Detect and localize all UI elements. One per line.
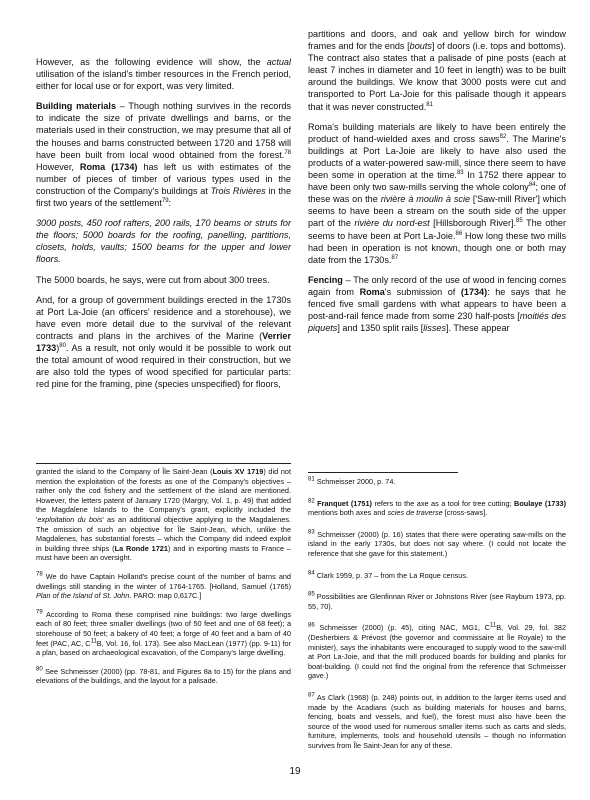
footnote-ref-82[interactable]: 82 [499,133,507,140]
paragraph-intro: However, as the following evidence will show, the actual utilisation of the island's timber resources in the French period, either for local use or for export, was very limited. [36,57,291,92]
paragraph-building-materials: Building materials – Though nothing survives in the records to indicate the size of private dwellings and barns, or the materials used in their construction, we may presume that all of the houses and barns constructed between 1720 and 1758 will have been built from local wood obtained from the forest.$^{78}$ However, Roma (1734) has left us with estimates of the number of pieces of timber of various types used in the construction of the Company's buildings at Trois Rivières in the first two years of the settlement$^{79}$: [36,101,291,209]
footnote-82: $^{82}$ Franquet (1751) refers to the axe as a tool for tree cutting; Boulaye (1733) mentions both axes and scies de traverse [cross-saws]. [308,498,567,518]
paragraph-boards: The 5000 boards, he says, were cut from about 300 trees. [36,274,270,285]
footnote-ref-86[interactable]: 86 [455,230,463,237]
footnote-87: $^{87}$ As Clark (1968) (p. 248) points out, in addition to the larger items used and made by the Acadians (such as building materials for houses and barns, fencing, boats and vessels, and fuel), the forest must also have been the source of the wood used for numerous smaller items such as carts and sleds, furniture, implements, tools and household utensils – though no information survives from Île Saint-Jean for any of these. [308,692,566,750]
paragraph-fencing: Fencing – The only record of the use of wood in fencing comes again from Roma's submission of (1734): he says that he fenced five small gardens with what appears to have been a post-and-rail fence made from some 230 half-posts [moitiés des piquets] and 1350 split rails [lisses]. These appear [308,274,567,334]
right-column [308,28,566,342]
footnote-continued: granted the island to the Company of Île Saint-Jean (Louis XV 1719) did not mention the exploitation of the forests as one of the Company's objectives – rather only the cod fishery and the settlement of the island are mentioned. However, the letters patent of January 1720 (Margry, Vol. 1, p. 49) that added the Magdalene Islands to the Company's grant, explicitly included the 'exploitation du bois' as an additional objective applying to the Magdalenes. The omission of such an objective for Île Saint-Jean, which, unlike the Magdalenes, has substantial forests – which the Company did indeed exploit in building three ships (La Ronde 1721) and in exporting masts to France – must have been an oversight. [36,467,291,563]
footnote-ref-84[interactable]: 84 [528,182,536,189]
footnote-85: $^{85}$ Possibilities are Glenfinnan River or Johnstons River (see Rayburn 1973, pp. 55, 70). [308,591,566,611]
footnote-79: $^{79}$ According to Roma these comprised nine buildings: two large dwellings each of 80 feet; three smaller dwellings (two of 50 feet and one of 68 feet); a storehouse of 50 feet; a bakery of 40 feet; a forge of 40 feet and a barn of 40 feet (PAC, AC, $C^{11}B$, Vol. 16, fol. 173). See also MacLean (1977) (pp. 9-11) for a plan, based on archaeological excavation, of the Company's large dwelling. [36,609,292,658]
footnote-ref-79[interactable]: 79 [161,198,169,204]
footnote-80: $^{80}$ See Schmeisser (2000) (pp. 78-81, and Figures 8a to 15) for the plans and elevations of the buildings, and the layout for a palisade. [36,666,291,686]
footnote-divider [308,472,458,473]
left-column [36,56,291,398]
footnote-81: $^{81}$ Schmeisser 2000, p. 74. [308,476,396,486]
footnote-78: $^{78}$ We do have Captain Holland's precise count of the number of barns and dwellings still standing in the winter of 1764-1765. [Holland, Samuel (1765) Plan of the Island of St. John. PARO: map 0,617C.] [36,571,291,601]
right-footnotes [308,472,566,762]
footnote-ref-87[interactable]: 87 [391,254,399,261]
footnote-divider [36,463,291,464]
footnote-83: $^{83}$ Schmeisser (2000) (p. 16) states that there were operating saw-mills on the island in the early 1730s, but does not say where. (I could not locate the reference that she gave for this statement.) [308,529,566,558]
page-number: 19 [289,766,301,777]
block-quote: 3000 posts, 450 roof rafters, 200 rails, 170 beams or struts for the floors; 5000 boards for the roofing, panelling, partitions, closets, holds, vaults; 1500 beams for the upper and lower floors. [36,218,291,265]
footnote-86: $^{86}$ Schmeisser (2000) (p. 45), citing NAC, MG1, $C^{11}B$, Vol. 29, fol. 382 (Desherbiers & Prévost (the governor and commissaire at Île Royale) to the minister), says the inhabitants were encouraged to supply wood to the saw-mill at Port La-Joie, and that the mill produced boards for building and planks for boat-building. (I could not find the original from the reference that Schmeisser gave.) [308,622,566,681]
footnote-ref-83[interactable]: 83 [456,170,464,176]
footnote-ref-85[interactable]: 85 [516,218,523,225]
paragraph-palisade: partitions and doors, and oak and yellow birch for window frames and for the ends [bouts] of doors (i.e. tops and bottoms). The contract also states that a palisade of pine posts (each at least 7 inches in diameter and 10 feet in length) was to be built around the buildings. We know that 3000 posts were cut and transported to Port La-Joie for this palisade though it appears that it was never constructed.$^{81}$ [308,29,566,112]
footnote-ref-80[interactable]: 80 [59,342,66,349]
footnote-ref-78[interactable]: 78 [284,149,291,156]
section-heading-building-materials: Building materials [36,101,117,112]
footnote-ref-81[interactable]: 81 [426,101,433,108]
footnote-84: $^{84}$ Clark 1959, p. 37 – from the La Roque census. [308,570,469,580]
paragraph-government-buildings: And, for a group of government buildings erected in the 1730s at Port La-Joie (an officers' residence and a storehouse), we have even more detail due to the survival of the relevant contracts and plans in the archives of the Marine (Verrier 1733)$^{80}$. As a result, not only would it be possible to work out the total amount of wood required in their construction, but we are also told the types of wood specified for particular parts: red pine for the framing, pine (species unspecified) for floors, [36,294,291,390]
section-heading-fencing: Fencing [308,274,343,285]
left-footnotes [36,467,291,695]
paragraph-saw-mills: Roma's building materials are likely to have been entirely the product of hand-wielded axes and cross saws$^{82}$. The Marine's buildings at Port La-Joie are likely to have also used the products of a water-powered saw-mill, since there seem to have been some in operation at the time.$^{83}$ In 1752 there appear to have been only two saw-mills serving the whole colony$^{84}$; one of these was on the rivière à moulin à scie ['Saw-mill River'] which seems to have been a stream on the south side of the upper part of the rivière du nord-est [Hillsborough River].$^{85}$ The other seems to have been at Port La-Joie.$^{86}$ How long these two mills had been in operation is not known, though one or both may date from the 1730s.$^{87}$ [308,121,567,265]
